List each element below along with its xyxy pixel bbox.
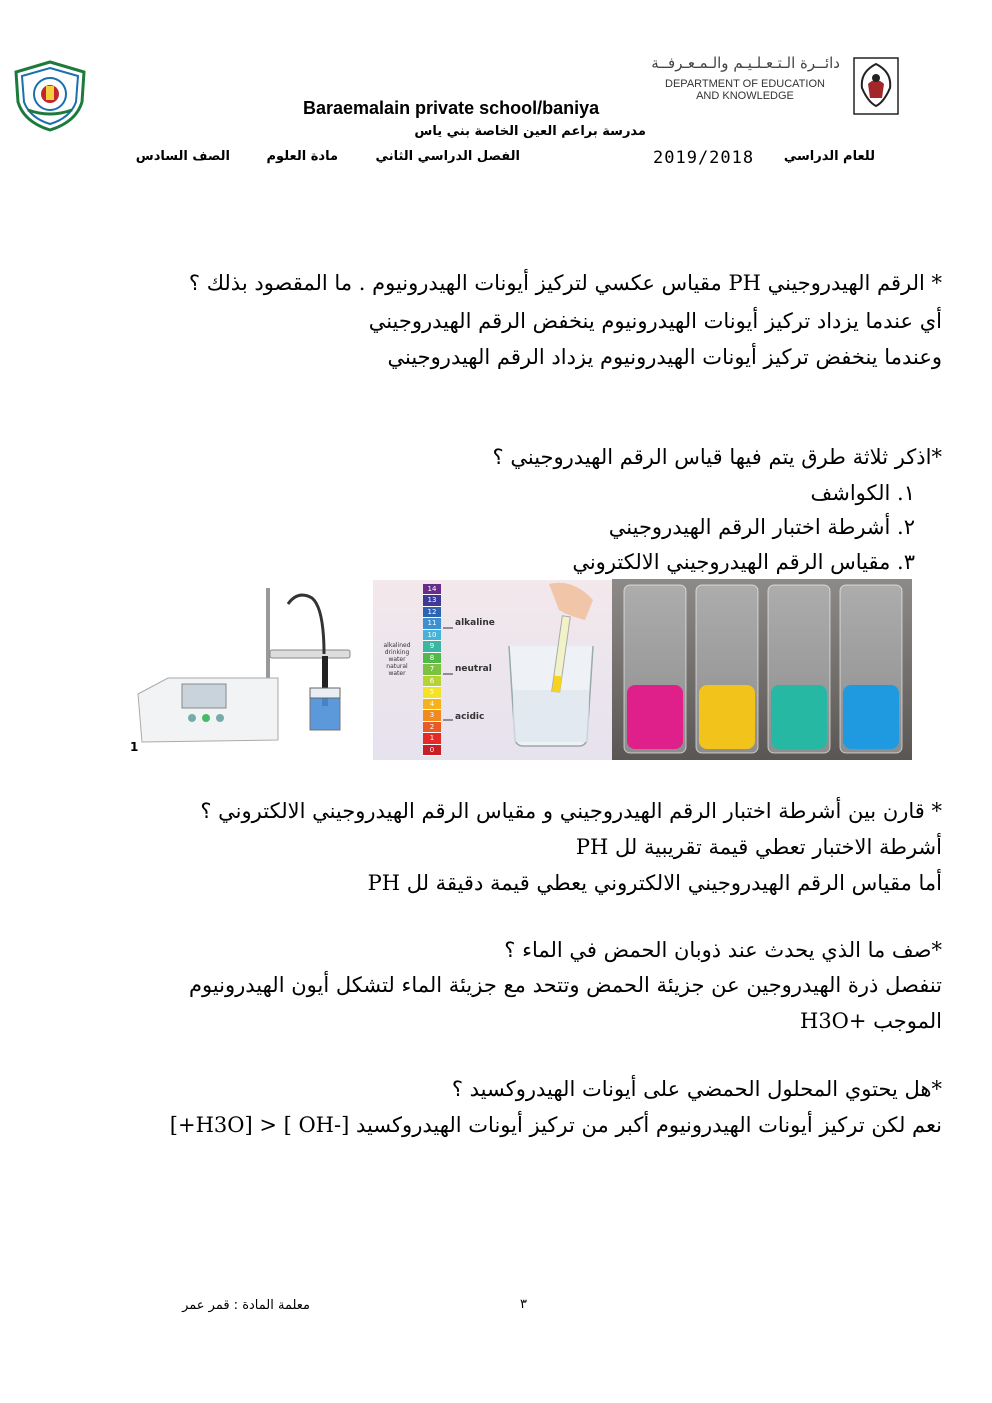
ph-scale-cell: 6 [423, 676, 441, 687]
department-name-english [650, 78, 840, 102]
academic-year-label: للعام الدراسي [783, 149, 875, 164]
ph-scale-cell: 4 [423, 699, 441, 710]
beaker-strip-drawing [373, 580, 612, 760]
acid-dissolve-question: *صف ما الذي يحدث عند ذوبان الحمض في الماء ؟ [504, 938, 942, 962]
compare-answer-1: أشرطة الاختبار تعطي قيمة تقريبية لل PH [575, 835, 942, 859]
three-methods-question: *اذكر ثلاثة طرق يتم فيها قياس الرقم الهيدروجيني ؟ [492, 445, 942, 469]
hydroxide-question: *هل يحتوي المحلول الحمضي على أيونات الهيدروكسيد ؟ [451, 1077, 942, 1101]
indicator-tubes [612, 579, 912, 760]
school-name-arabic: مدرسة براعم العين الخاصة بني ياس [414, 124, 646, 139]
method-item-2: ٢. أشرطة اختبار الرقم الهيدروجيني [608, 515, 915, 539]
scale-label-acidic: acidic [455, 712, 485, 722]
side-note-line: natural [386, 663, 408, 670]
ph-scale-cell: 3 [423, 710, 441, 721]
grade: الصف السادس [135, 149, 230, 164]
academic-year: 2019/2018 [653, 148, 755, 168]
school-logo [12, 60, 88, 132]
department-line-1: DEPARTMENT OF EDUCATION [665, 78, 825, 90]
method-item-3: ٣. مقياس الرقم الهيدروجيني الالكتروني [572, 550, 915, 574]
ph-definition-answer-1: أي عندما يزداد تركيز أيونات الهيدرونيوم ينخفض الرقم الهيدروجيني [368, 309, 942, 333]
hydroxide-answer: نعم لكن تركيز أيونات الهيدرونيوم أكبر من تركيز أيونات الهيدروكسيد [-OH ] < [H3O+] [169, 1113, 942, 1137]
tube-liquid [699, 685, 755, 749]
acid-dissolve-answer-2: الموجب +H3O [800, 1009, 942, 1033]
tube-liquid [843, 685, 899, 749]
side-note-line: water [388, 670, 406, 677]
teacher-name: معلمة المادة : قمر عمر [182, 1298, 310, 1313]
subject: مادة العلوم [266, 149, 338, 164]
school-name-english: Baraemalain private school/baniya [303, 98, 600, 118]
ph-definition-question: * الرقم الهيدروجيني PH مقياس عكسي لتركيز أيونات الهيدرونيوم . ما المقصود بذلك ؟ [188, 271, 942, 295]
acid-dissolve-answer-1: تنفصل ذرة الهيدروجين عن جزيئة الحمض وتتحد مع جزيئة الماء لتشكل أيون الهيدرونيوم [188, 973, 942, 997]
ph-scale-image [373, 580, 612, 760]
tube-liquid [627, 685, 683, 749]
ph-scale-cell: 0 [423, 745, 441, 756]
ph-scale-cell: 10 [423, 630, 441, 641]
ph-scale-cell: 5 [423, 687, 441, 698]
ph-scale-cell: 7 [423, 664, 441, 675]
ph-meter-image [128, 584, 368, 760]
ph-scale-cell: 11 [423, 618, 441, 629]
side-note-line: water [388, 656, 406, 663]
ph-definition-answer-2: وعندما ينخفض تركيز أيونات الهيدرونيوم يزداد الرقم الهيدروجيني [387, 345, 942, 369]
side-note-line: alkalined [383, 642, 411, 649]
indicator-tubes-image [612, 579, 912, 760]
department-line-2: AND KNOWLEDGE [696, 90, 794, 102]
department-name-arabic: دائــرة الـتـعـلـيـم والـمـعـرفــة [651, 54, 840, 72]
ph-scale-cell: 1 [423, 733, 441, 744]
page-number: ٣ [520, 1297, 527, 1312]
ph-scale-cell: 13 [423, 595, 441, 606]
ph-scale-cell: 14 [423, 584, 441, 595]
compare-question: * قارن بين أشرطة اختبار الرقم الهيدروجيني و مقياس الرقم الهيدروجيني الالكتروني ؟ [200, 799, 942, 823]
ph-scale-cell: 9 [423, 641, 441, 652]
ph-scale-cell: 12 [423, 607, 441, 618]
scale-label-neutral: neutral [455, 664, 492, 674]
department-logo [650, 52, 915, 122]
ph-scale-cell: 8 [423, 653, 441, 664]
compare-answer-2: أما مقياس الرقم الهيدروجيني الالكتروني يعطي قيمة دقيقة لل PH [367, 871, 942, 895]
emblem-icon [846, 54, 906, 118]
tube-liquid [771, 685, 827, 749]
semester: الفصل الدراسي الثاني [375, 149, 520, 164]
ph-scale-cell: 2 [423, 722, 441, 733]
side-note-line: drinking [384, 649, 410, 656]
method-item-1: ١. الكواشف [810, 481, 915, 505]
scale-label-alkaline: alkaline [455, 618, 495, 628]
meter-caption: 1 [130, 740, 139, 754]
